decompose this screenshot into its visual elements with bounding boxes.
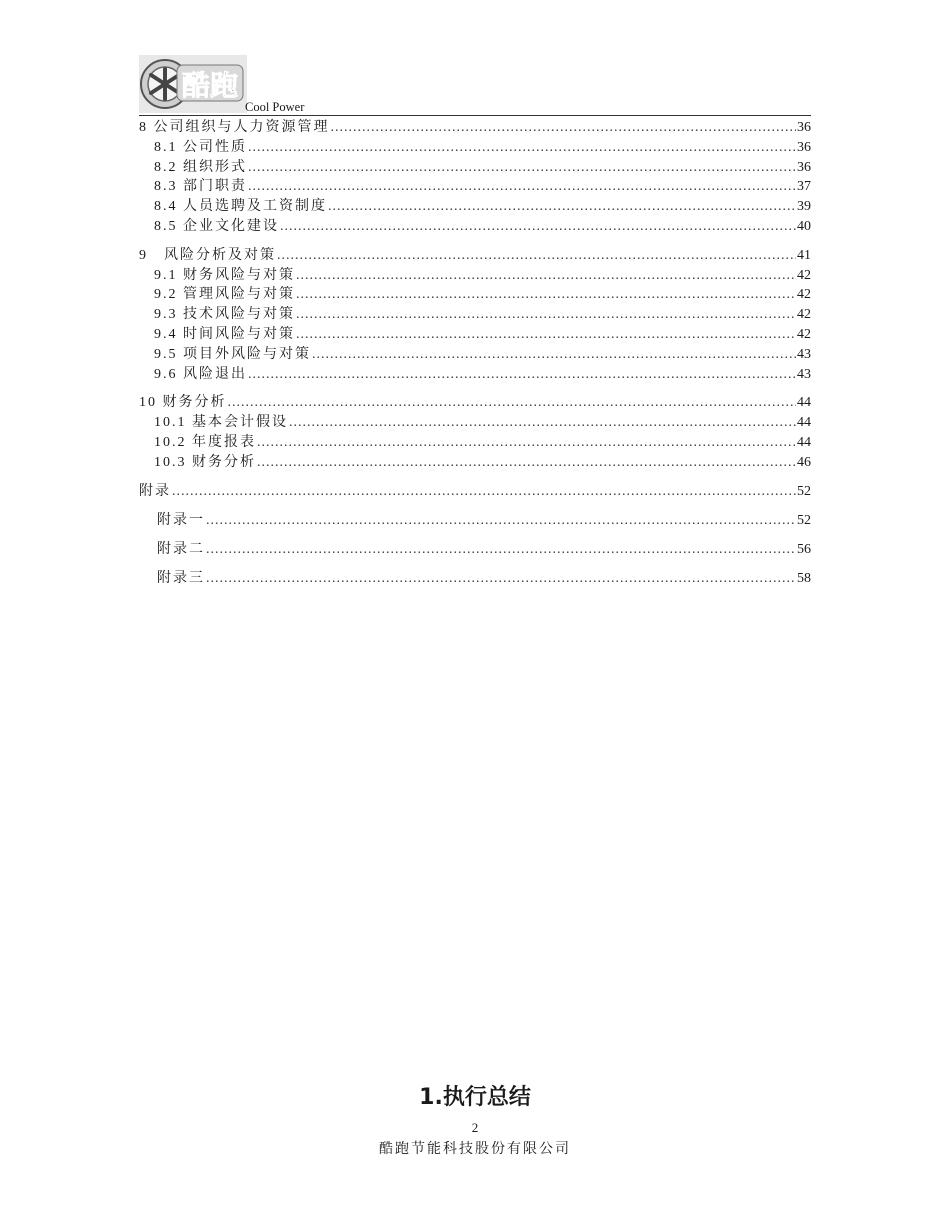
toc-leader-dots — [248, 177, 796, 197]
toc-entry-page: 36 — [797, 120, 811, 135]
toc-leader-dots — [296, 305, 796, 325]
toc-entry-page: 52 — [797, 512, 811, 528]
toc-entry[interactable] — [139, 393, 811, 413]
toc-entry[interactable] — [139, 365, 811, 385]
toc-entry-title: 9.6 风险退出 — [154, 366, 247, 382]
toc-leader-dots — [296, 266, 796, 286]
toc-entry-page: 44 — [797, 395, 811, 411]
toc-leader-dots — [172, 482, 796, 502]
toc-leader-dots — [312, 345, 796, 365]
toc-entry[interactable] — [139, 453, 811, 473]
toc-entry-title: 10.3 财务分析 — [154, 454, 256, 470]
toc-entry-page: 42 — [797, 326, 811, 342]
toc-entry-page: 40 — [797, 218, 811, 234]
toc-entry[interactable] — [139, 197, 811, 217]
toc-entry-page: 44 — [797, 434, 811, 450]
toc-entry[interactable] — [139, 325, 811, 345]
toc-entry-title: 附录 — [139, 483, 171, 499]
toc-spacer — [139, 560, 811, 570]
toc-entry-page: 43 — [797, 366, 811, 382]
toc-entry-page: 42 — [797, 287, 811, 303]
table-of-contents — [139, 118, 811, 589]
toc-spacer — [139, 384, 811, 393]
toc-entry-page: 39 — [797, 199, 811, 215]
toc-spacer — [139, 501, 811, 511]
toc-leader-dots — [296, 285, 796, 305]
toc-entry-page: 44 — [797, 415, 811, 431]
toc-entry-page: 56 — [797, 542, 811, 558]
toc-entry[interactable] — [139, 177, 811, 197]
page-header — [139, 55, 811, 116]
toc-leader-dots — [331, 118, 797, 138]
toc-entry-title: 9.2 管理风险与对策 — [154, 287, 295, 303]
toc-leader-dots — [248, 138, 796, 158]
toc-entry[interactable] — [139, 345, 811, 365]
toc-leader-dots — [206, 511, 796, 531]
toc-entry-page: 43 — [797, 346, 811, 362]
toc-entry-page: 58 — [797, 571, 811, 587]
toc-entry[interactable] — [139, 246, 811, 266]
toc-entry[interactable] — [139, 266, 811, 286]
toc-spacer — [139, 473, 811, 482]
toc-entry-title: 10.2 年度报表 — [154, 434, 256, 450]
toc-entry-title: 8.4 人员选聘及工资制度 — [154, 199, 327, 215]
toc-entry-title: 9.1 财务风险与对策 — [154, 267, 295, 283]
toc-entry-page: 46 — [797, 454, 811, 470]
brand-name: Cool Power — [245, 100, 305, 114]
toc-entry[interactable] — [139, 158, 811, 178]
toc-leader-dots — [206, 540, 796, 560]
toc-leader-dots — [280, 217, 796, 237]
toc-entry-page: 36 — [797, 139, 811, 155]
toc-leader-dots — [257, 433, 796, 453]
toc-entry-title: 8 公司组织与人力资源管理 — [139, 120, 330, 135]
toc-entry[interactable] — [139, 433, 811, 453]
toc-entry-title: 8.3 部门职责 — [154, 179, 247, 195]
toc-entry[interactable] — [139, 540, 811, 560]
toc-entry-page: 37 — [797, 179, 811, 195]
toc-entry-title: 9 风险分析及对策 — [139, 247, 276, 263]
toc-entry[interactable] — [139, 138, 811, 158]
company-footer: 酷跑节能科技股份有限公司 — [379, 1142, 571, 1157]
toc-entry-title: 9.5 项目外风险与对策 — [154, 346, 311, 362]
toc-entry-title: 附录三 — [157, 571, 205, 587]
toc-leader-dots — [206, 569, 796, 589]
toc-entry-title: 附录一 — [157, 512, 205, 528]
cool-power-logo — [139, 55, 247, 113]
toc-entry-title: 8.5 企业文化建设 — [154, 218, 279, 234]
toc-leader-dots — [296, 325, 796, 345]
toc-spacer — [139, 531, 811, 541]
toc-entry-title: 8.1 公司性质 — [154, 139, 247, 155]
toc-entry[interactable] — [139, 511, 811, 531]
toc-entry[interactable] — [139, 305, 811, 325]
toc-entry-title: 9.4 时间风险与对策 — [154, 326, 295, 342]
page-number: 2 — [471, 1120, 479, 1135]
toc-entry-title: 9.3 技术风险与对策 — [154, 307, 295, 323]
toc-entry-title: 附录二 — [157, 542, 205, 558]
toc-entry-page: 42 — [797, 267, 811, 283]
toc-entry-page: 36 — [797, 159, 811, 175]
toc-leader-dots — [289, 413, 796, 433]
toc-entry[interactable] — [139, 118, 811, 138]
toc-leader-dots — [257, 453, 796, 473]
section-heading: 1.执行总结 — [419, 1085, 531, 1110]
toc-leader-dots — [277, 246, 796, 266]
toc-entry-title: 10.1 基本会计假设 — [154, 415, 288, 431]
toc-leader-dots — [228, 393, 797, 413]
toc-entry-page: 42 — [797, 307, 811, 323]
toc-leader-dots — [248, 365, 796, 385]
svg-text:酷跑: 酷跑 — [181, 69, 239, 102]
toc-entry-title: 10 财务分析 — [139, 395, 227, 411]
toc-entry[interactable] — [139, 217, 811, 237]
toc-entry[interactable] — [139, 569, 811, 589]
toc-entry[interactable] — [139, 482, 811, 502]
toc-entry-title: 8.2 组织形式 — [154, 159, 247, 175]
toc-entry[interactable] — [139, 285, 811, 305]
toc-leader-dots — [328, 197, 796, 217]
toc-entry-page: 41 — [797, 247, 811, 263]
toc-entry[interactable] — [139, 413, 811, 433]
toc-entry-page: 52 — [797, 483, 811, 499]
toc-leader-dots — [248, 158, 796, 178]
toc-spacer — [139, 237, 811, 246]
